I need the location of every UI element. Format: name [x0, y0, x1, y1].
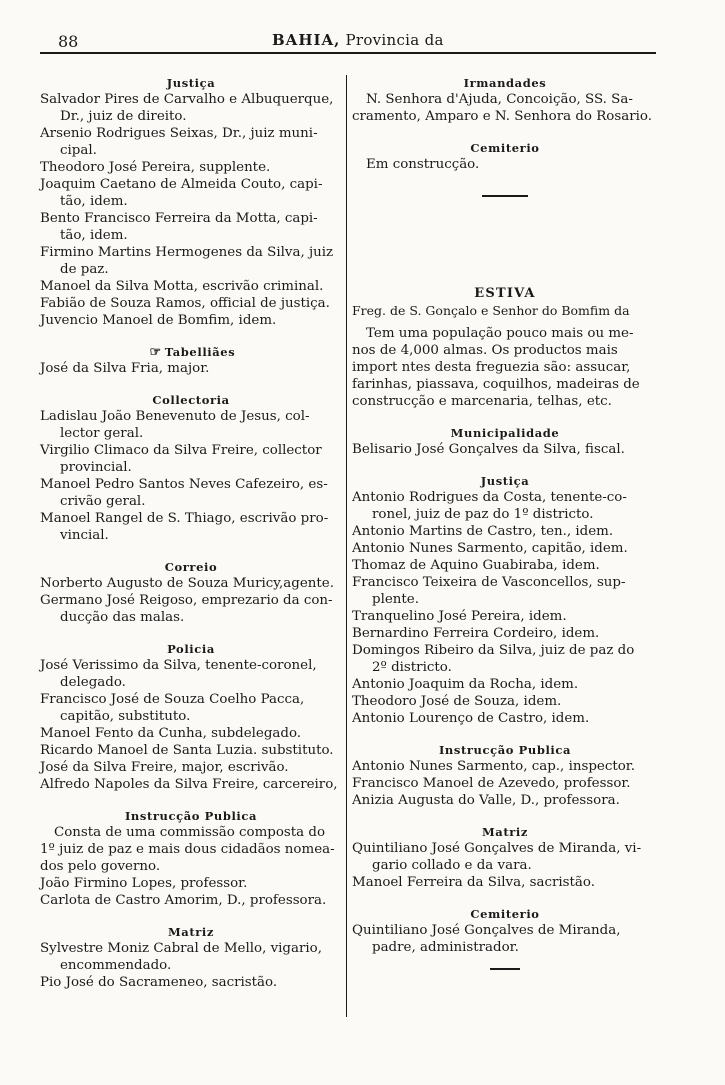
section-irmandades	[352, 76, 658, 125]
list-item	[40, 875, 342, 892]
entry-list	[40, 875, 342, 909]
entry-continuation: delegado.	[60, 675, 126, 690]
entry-line: Ladislau João Benevenuto de Jesus, col-	[40, 409, 310, 424]
list-item	[352, 625, 658, 642]
paragraph-line: Tem uma população pouco mais ou me-	[366, 326, 634, 341]
town-title: ESTIVA	[474, 286, 536, 301]
paragraph-line: farinhas, piassava, coquilhos, madeiras de	[352, 377, 640, 392]
entry-line: Tranquelino José Pereira, idem.	[352, 609, 567, 624]
entry-line: Bernardino Ferreira Cordeiro, idem.	[352, 626, 600, 641]
entry-continuation: de paz.	[60, 262, 109, 277]
entry-line: João Firmino Lopes, professor.	[40, 876, 248, 891]
entry-line: Salvador Pires de Carvalho e Albuquerque,	[40, 92, 334, 107]
paragraph-line: cramento, Amparo e N. Senhora do Rosario.	[352, 109, 652, 124]
entry-continuation: crivão geral.	[60, 494, 146, 509]
section-matriz	[40, 925, 342, 991]
entry-line: Juvencio Manoel de Bomfim, idem.	[40, 313, 277, 328]
entry-continuation: capitão, substituto.	[60, 709, 191, 724]
entry-line: Antonio Rodrigues da Costa, tenente-co-	[352, 490, 627, 505]
section-matriz	[352, 825, 658, 891]
list-item	[40, 759, 342, 776]
entry-line: Antonio Nunes Sarmento, capitão, idem.	[352, 541, 628, 556]
list-item	[40, 691, 342, 725]
entry-line: Domingos Ribeiro da Silva, juiz de paz do	[352, 643, 635, 658]
entry-continuation: padre, administrador.	[372, 940, 519, 955]
entry-continuation: gario collado e da vara.	[372, 858, 532, 873]
paragraph-line: nos de 4,000 almas. Os productos mais	[352, 343, 618, 358]
list-item	[352, 523, 658, 540]
list-item	[40, 575, 342, 592]
list-item	[40, 295, 342, 312]
list-item	[352, 775, 658, 792]
section-title: Policia	[167, 642, 215, 656]
left-column	[40, 76, 342, 991]
list-item	[352, 557, 658, 574]
entry-line: Ricardo Manoel de Santa Luzia. substituto.	[40, 743, 334, 758]
list-item	[40, 974, 342, 991]
entry-line: Alfredo Napoles da Silva Freire, carcereiro,	[40, 777, 338, 792]
entry-list	[40, 360, 342, 377]
entry-continuation: tão, idem.	[60, 194, 128, 209]
entry-continuation: plente.	[372, 592, 419, 607]
list-item	[352, 540, 658, 557]
entry-line: José da Silva Freire, major, escrivão.	[40, 760, 289, 775]
entry-continuation: 2º districto.	[372, 660, 452, 675]
section-title: Cemiterio	[470, 907, 540, 921]
entry-list	[40, 940, 342, 991]
entry-continuation: lector geral.	[60, 426, 144, 441]
entry-continuation: tão, idem.	[60, 228, 128, 243]
list-item	[40, 176, 342, 210]
entry-line: Pio José do Sacrameneo, sacristão.	[40, 975, 278, 990]
entry-continuation: cipal.	[60, 143, 97, 158]
list-item	[40, 892, 342, 909]
list-item	[352, 489, 658, 523]
entry-continuation: ducção das malas.	[60, 610, 185, 625]
entry-list	[40, 408, 342, 544]
section-justica	[40, 76, 342, 329]
list-item	[40, 592, 342, 626]
section-paragraph	[352, 91, 658, 125]
entry-line: Fabião de Souza Ramos, official de justiça.	[40, 296, 330, 311]
section-title: Matriz	[481, 825, 529, 839]
header-province: BAHIA,	[272, 31, 341, 49]
list-item	[352, 642, 658, 676]
section-estiva	[352, 285, 658, 410]
section-title: Instrucção Publica	[124, 809, 258, 823]
list-item	[352, 710, 658, 727]
entry-line: Quintiliano José Gonçalves de Miranda,	[352, 923, 621, 938]
entry-line: Manoel Pedro Santos Neves Cafezeiro, es-	[40, 477, 328, 492]
section-tabelliaes	[40, 345, 342, 377]
entry-continuation: encommendado.	[60, 958, 172, 973]
entry-list	[352, 922, 658, 956]
section-title: Instrucção Publica	[438, 743, 572, 757]
page-header-title	[272, 31, 444, 49]
entry-line: Sylvestre Moniz Cabral de Mello, vigario,	[40, 941, 322, 956]
entry-line: Anizia Augusta do Valle, D., professora.	[352, 793, 620, 808]
paragraph-line: construcção e marcenaria, telhas, etc.	[352, 394, 612, 409]
entry-line: Francisco Teixeira de Vasconcellos, sup-	[352, 575, 626, 590]
entry-list	[40, 91, 342, 329]
list-item	[40, 244, 342, 278]
list-item	[40, 312, 342, 329]
paragraph-line: Consta de uma commissão composta do	[54, 825, 326, 840]
entry-line: Antonio Martins de Castro, ten., idem.	[352, 524, 614, 539]
section-title: ☞ Tabelliães	[40, 345, 342, 360]
section-cemiterio	[352, 907, 658, 956]
section-divider	[490, 968, 520, 970]
entry-line: José da Silva Fria, major.	[40, 361, 210, 376]
entry-line: Thomaz de Aquino Guabiraba, idem.	[352, 558, 600, 573]
entry-line: José Verissimo da Silva, tenente-coronel,	[40, 658, 317, 673]
section-paragraph	[40, 824, 342, 875]
list-item	[40, 940, 342, 974]
entry-list	[352, 840, 658, 891]
entry-line: Manoel Ferreira da Silva, sacristão.	[352, 875, 595, 890]
list-item	[40, 159, 342, 176]
list-item	[352, 574, 658, 608]
section-title: Correio	[164, 560, 218, 574]
entry-line: Bento Francisco Ferreira da Motta, capi-	[40, 211, 318, 226]
list-item	[352, 676, 658, 693]
entry-line: Francisco Manoel de Azevedo, professor.	[352, 776, 631, 791]
section-municipalidade	[352, 426, 658, 458]
section-correio	[40, 560, 342, 626]
entry-line: Firmino Martins Hermogenes da Silva, juiz	[40, 245, 334, 260]
section-title: Justiça	[166, 76, 216, 90]
section-collectoria	[40, 393, 342, 544]
entry-continuation: provincial.	[60, 460, 132, 475]
entry-continuation: vincial.	[60, 528, 109, 543]
list-item	[40, 360, 342, 377]
entry-list	[40, 657, 342, 793]
section-cemiterio	[352, 141, 658, 173]
entry-line: Antonio Lourenço de Castro, idem.	[352, 711, 590, 726]
list-item	[40, 278, 342, 295]
page-number: 88	[58, 32, 79, 51]
section-title: Matriz	[167, 925, 215, 939]
section-instruccao	[40, 809, 342, 909]
paragraph-line: import ntes desta freguezia são: assucar,	[352, 360, 631, 375]
list-item	[40, 510, 342, 544]
list-item	[40, 725, 342, 742]
list-item	[352, 792, 658, 809]
section-policia	[40, 642, 342, 793]
entry-line: Antonio Nunes Sarmento, cap., inspector.	[352, 759, 635, 774]
list-item	[352, 441, 658, 458]
list-item	[352, 758, 658, 775]
entry-line: Antonio Joaquim da Rocha, idem.	[352, 677, 579, 692]
list-item	[352, 840, 658, 874]
list-item	[40, 210, 342, 244]
list-item	[352, 874, 658, 891]
list-item	[352, 922, 658, 956]
section-title: Irmandades	[463, 76, 547, 90]
section-title: Collectoria	[152, 393, 230, 407]
parish-subtitle: Freg. de S. Gonçalo e Senhor do Bomfim da	[352, 303, 630, 318]
entry-line: Manoel Fento da Cunha, subdelegado.	[40, 726, 302, 741]
entry-line: Belisario José Gonçalves da Silva, fiscal.	[352, 442, 625, 457]
entry-line: Theodoro José Pereira, supplente.	[40, 160, 271, 175]
entry-line: Manoel Rangel de S. Thiago, escrivão pro-	[40, 511, 329, 526]
list-item	[40, 776, 342, 793]
section-title: Municipalidade	[450, 426, 560, 440]
section-title: Justiça	[480, 474, 530, 488]
paragraph-line: N. Senhora d'Ajuda, Concoição, SS. Sa-	[366, 92, 633, 107]
section-paragraph	[352, 156, 658, 173]
paragraph-line: 1º juiz de paz e mais dous cidadãos nomea-	[40, 842, 335, 857]
list-item	[40, 408, 342, 442]
paragraph-line: dos pelo governo.	[40, 859, 161, 874]
entry-line: Carlota de Castro Amorim, D., professora.	[40, 893, 327, 908]
entry-line: Manoel da Silva Motta, escrivão criminal.	[40, 279, 324, 294]
entry-list	[40, 575, 342, 626]
entry-list	[352, 441, 658, 458]
section-paragraph	[352, 325, 658, 410]
list-item	[40, 476, 342, 510]
header-rule	[40, 52, 656, 54]
list-item	[40, 657, 342, 691]
entry-list	[352, 489, 658, 727]
entry-line: Joaquim Caetano de Almeida Couto, capi-	[40, 177, 323, 192]
section-instruccao	[352, 743, 658, 809]
right-column	[352, 76, 658, 970]
list-item	[40, 125, 342, 159]
pointing-hand-icon: ☞	[149, 345, 162, 360]
list-item	[352, 608, 658, 625]
section-title: Cemiterio	[470, 141, 540, 155]
list-item	[40, 91, 342, 125]
list-item	[40, 742, 342, 759]
entry-line: Arsenio Rodrigues Seixas, Dr., juiz muni-	[40, 126, 318, 141]
entry-line: Germano José Reigoso, emprezario da con-	[40, 593, 333, 608]
entry-continuation: ronel, juiz de paz do 1º districto.	[372, 507, 594, 522]
header-subtitle: Provincia da	[345, 31, 444, 49]
list-item	[40, 442, 342, 476]
list-item	[352, 693, 658, 710]
entry-line: Quintiliano José Gonçalves de Miranda, vi-	[352, 841, 642, 856]
entry-line: Theodoro José de Souza, idem.	[352, 694, 562, 709]
section-justica	[352, 474, 658, 727]
entry-continuation: Dr., juiz de direito.	[60, 109, 187, 124]
entry-line: Norberto Augusto de Souza Muricy,agente.	[40, 576, 334, 591]
paragraph-line: Em construcção.	[366, 157, 480, 172]
entry-line: Francisco José de Souza Coelho Pacca,	[40, 692, 305, 707]
column-divider	[346, 75, 347, 1017]
entry-line: Virgilio Climaco da Silva Freire, collector	[40, 443, 322, 458]
entry-list	[352, 758, 658, 809]
